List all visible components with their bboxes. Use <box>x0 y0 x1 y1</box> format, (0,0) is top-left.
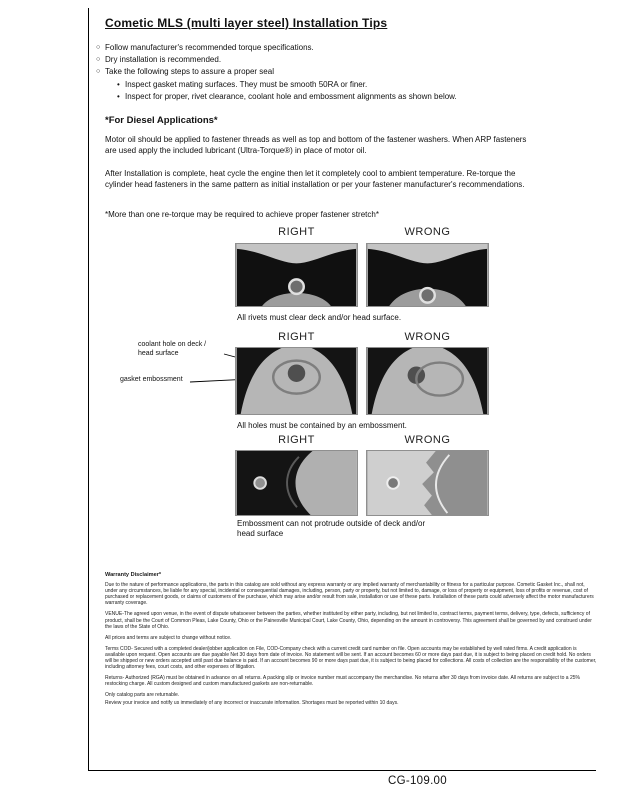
bullet-text: Inspect gasket mating surfaces. They must be smooth 50RA or finer. <box>125 79 368 89</box>
disclaimer-paragraph: Returns- Authorized (RGA) must be obtained in advance on all returns. A packing slip or invoice number must accompany the merchandise. No returns after 30 days from invoice date. All returns are subject to a 25% restocking charge. All custom designed and custom manufactured gaskets are non-returnable. <box>105 675 580 688</box>
bullet-text: Inspect for proper, rivet clearance, coolant hole and embossment alignments as shown below. <box>125 91 457 101</box>
bullet-marker: • <box>117 91 120 101</box>
coolant-hole-callout: coolant hole on deck / head surface <box>138 341 207 357</box>
row3-right-label: RIGHT <box>278 434 315 446</box>
warranty-disclaimer <box>105 572 597 711</box>
coolant-hole-icon <box>288 365 305 382</box>
retorque-note: *More than one re-torque may be required to achieve proper fastener stretch* <box>105 210 379 219</box>
disclaimer-paragraph: Due to the nature of performance applications, the parts in this catalog are sold without any express warranty or any implied warranty of merchantability or fitness for a particular purpose. Cometic Gasket Inc., shall not, under any circumstances, be liable for any special, incidental or consequential damages, including, person, party or property, but not limited to, damage, or loss of property or equipment, loss of profits or revenue, cost of purchased or replacement goods, or claims of customers of the purchase, which may arise and/or result from sale, installation or use of these parts. Installation of these parts could adversely affect the motor manufacturers warranty coverage. <box>105 582 594 607</box>
bullet-marker: ○ <box>96 44 101 51</box>
row3-caption: Embossment can not protrude outside of deck and/or head surface <box>237 519 426 538</box>
disclaimer-paragraph: Terms COD- Secured with a completed dealer/jobber application on File, COD-Company check with a current credit card number on file. Open accounts may be established by well rated firms. A credit application is available upon request. Open accounts are due payable Net 30 days from date of invoice. No statement will be sent. If an account becomes 60 or more days past due, it is subject to being placed on credit hold. No orders will be shipped or new orders accepted until past due balance is paid. If an account becomes 90 or more days past due, it is subject to being placed for collections. All costs of collection are the responsibility of the customer, including attorney fees, court costs, and other expenses of litigation. <box>105 645 597 671</box>
page-border-bottom <box>88 770 596 771</box>
diesel-paragraph-2: After Installation is complete, heat cycle the engine then let it completely cool to ambient temperature. Re-torque the cylinder head fasteners in the same pattern as initial installation or per your fastener manufacturer's recommendations. <box>105 169 525 189</box>
diesel-paragraph-1: Motor oil should be applied to fastener threads as well as top and bottom of the fastener washers. When ARP fasteners are used apply the included lubricant (Ultra-Torque®) in place of motor oil. <box>105 135 527 155</box>
row2-caption: All holes must be contained by an embossment. <box>237 421 407 430</box>
row1-right-diagram <box>235 243 358 307</box>
row2-wrong-label: WRONG <box>404 331 451 343</box>
row1-right-label: RIGHT <box>278 226 315 238</box>
bullet-text: Follow manufacturer's recommended torque specifications. <box>105 43 314 52</box>
bullet-marker: • <box>117 79 120 89</box>
disclaimer-heading: Warranty Disclaimer* <box>105 572 162 578</box>
disclaimer-paragraph: Review your invoice and notify us immediately of any incorrect or inaccurate information. Shortages must be reported within 10 days. <box>105 699 399 706</box>
bullet-text: Dry installation is recommended. <box>105 55 222 65</box>
row3-right-diagram <box>235 450 358 516</box>
disclaimer-paragraph: All prices and terms are subject to change without notice. <box>105 634 232 641</box>
rivet-icon <box>289 279 304 294</box>
row1-wrong-diagram <box>366 243 489 307</box>
row3-wrong-diagram <box>366 450 489 516</box>
gasket-embossment-callout: gasket embossment <box>120 376 183 383</box>
page-title: Cometic MLS (multi layer steel) Installation Tips <box>105 16 388 30</box>
row2-right-diagram <box>235 347 358 415</box>
page-code: CG-109.00 <box>388 775 447 787</box>
disclaimer-paragraph: Only catalog parts are returnable. <box>105 692 180 699</box>
tips-bullet-list <box>96 42 457 103</box>
bullet-text: Take the following steps to assure a proper seal <box>105 67 274 77</box>
row2-wrong-diagram <box>366 347 489 415</box>
bullet-marker: ○ <box>96 68 101 76</box>
bullet-item <box>96 42 457 54</box>
row1-wrong-label: WRONG <box>404 226 451 238</box>
bullet-item <box>96 54 457 66</box>
disclaimer-paragraph: VENUE-The agreed upon venue, in the event of dispute whatsoever between the parties, whether instituted by either party, including, but not limited to, contract terms, payment terms, delivery, type, defects, sufficiency of product, shall be the Court of Common Pleas, Lake County, Ohio or the Painesville Municipal Court, Lake County, Ohio, depending on the amount in controversy. This agreement shall be governed by and construed under the laws of the State of Ohio. <box>105 611 592 630</box>
row3-wrong-label: WRONG <box>404 434 451 446</box>
diesel-heading: *For Diesel Applications* <box>105 115 218 126</box>
sub-bullet-item <box>117 79 457 91</box>
sub-bullet-item <box>117 91 457 103</box>
bolt-hole-icon <box>387 477 399 489</box>
row1-caption: All rivets must clear deck and/or head surface. <box>237 313 402 322</box>
page-border-left <box>88 8 89 770</box>
bullet-marker: ○ <box>96 56 101 64</box>
rivet-icon <box>420 288 435 303</box>
row2-right-label: RIGHT <box>278 331 315 343</box>
bullet-item <box>96 66 457 78</box>
bolt-hole-icon <box>254 477 266 489</box>
